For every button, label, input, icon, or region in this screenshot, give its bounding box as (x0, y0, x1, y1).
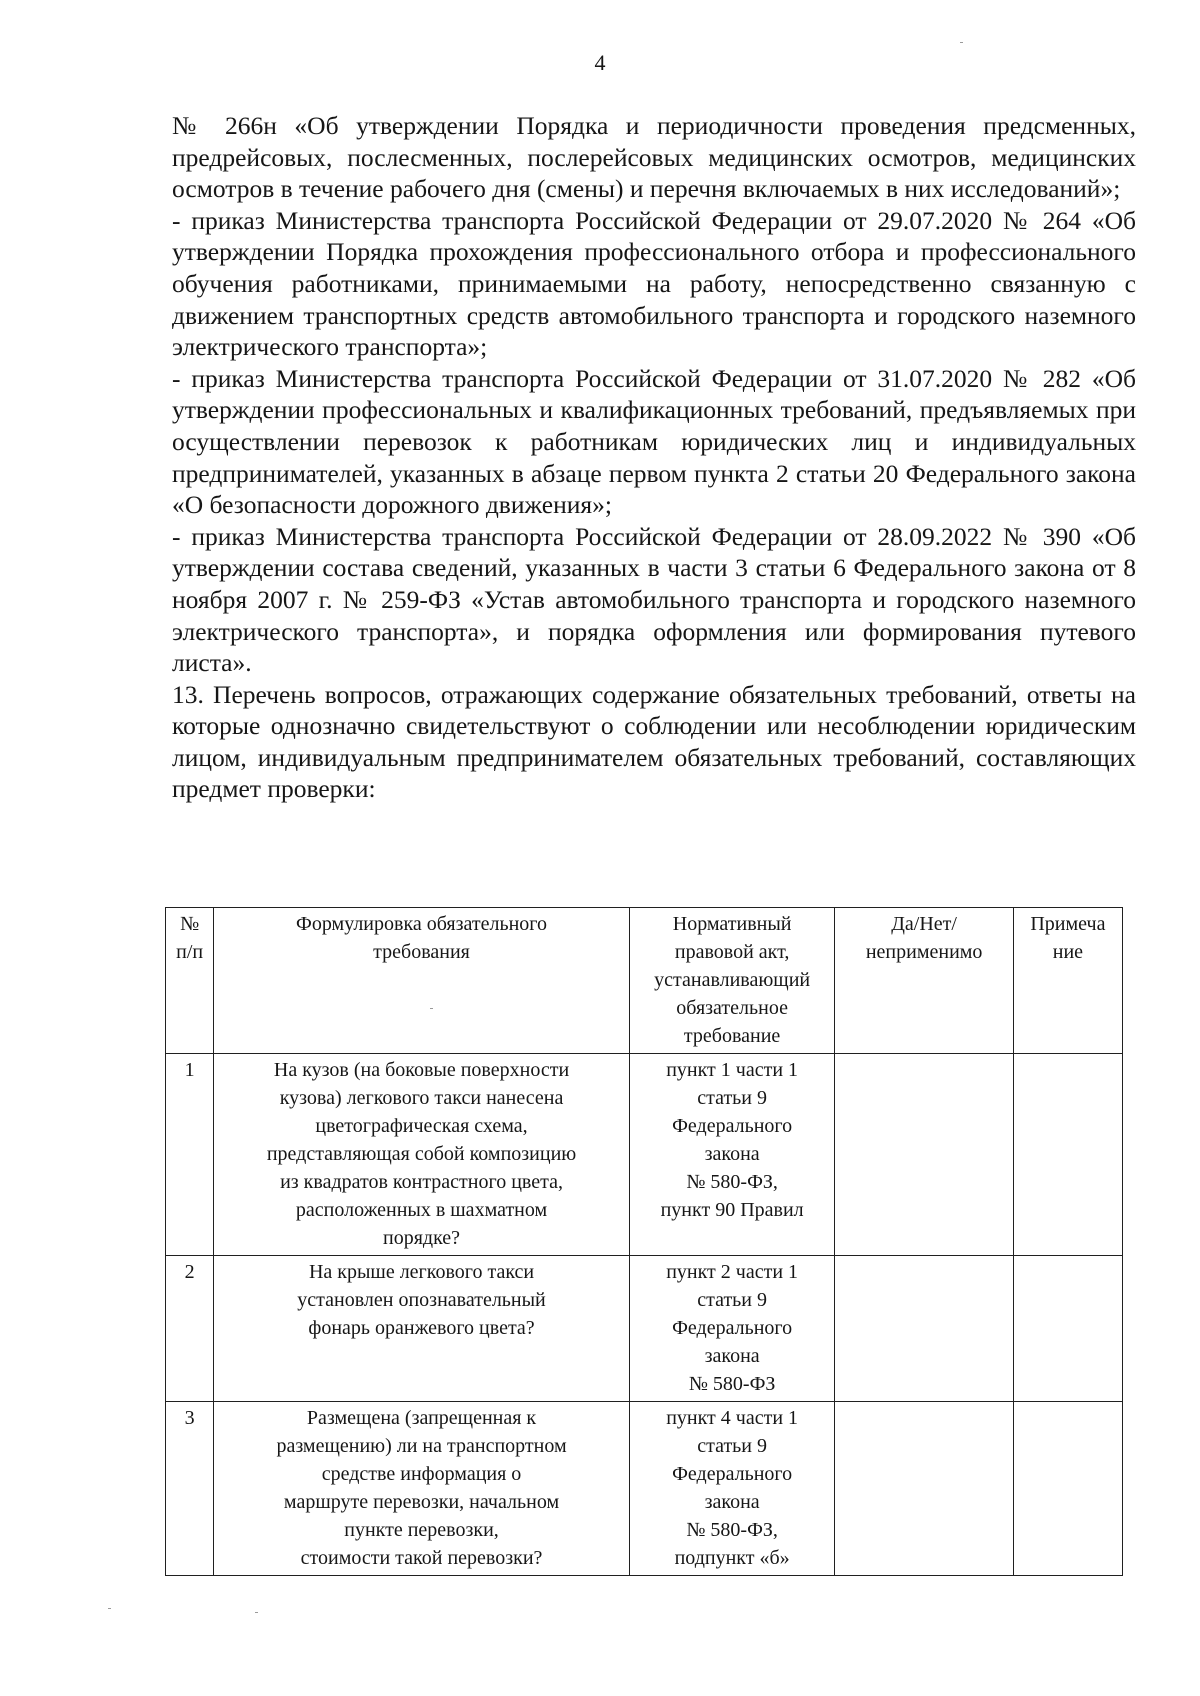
paragraph-order-282: - приказ Министерства транспорта Российской Федерации от 31.07.2020 № 282 «Об утверждении профессиональных и квалификационных требований, предъявляемых при осуществлении перевозок к работникам юридических лиц и индивидуальных предпринимателей, указанных в абзаце первом пункта 2 статьи 20 Федерального закона «О безопасности дорожного движения»; (172, 363, 1136, 520)
scan-speck (255, 1612, 258, 1613)
header-answer-line: неприменимо (865, 941, 983, 963)
requirement-line: представляющая собой композицию (266, 1143, 577, 1165)
legal-act-line: № 580-ФЗ, (686, 1171, 778, 1193)
header-legal-act-line: Нормативный (672, 913, 792, 935)
row-requirement-cell (214, 1054, 630, 1256)
legal-act-line: Федерального (672, 1463, 793, 1485)
header-legal-act (629, 908, 835, 1054)
row-legal-act-cell (629, 1054, 835, 1256)
requirement-line: цветографическая схема, (315, 1115, 528, 1137)
row-answer-cell (835, 1256, 1013, 1402)
scan-speck (960, 42, 963, 43)
header-requirement-line: Формулировка обязательного (296, 913, 548, 935)
header-answer (835, 908, 1013, 1054)
legal-act-line: пункт 4 части 1 (666, 1407, 799, 1429)
header-legal-act-line: требование (683, 1025, 781, 1047)
requirement-line: фонарь оранжевого цвета? (308, 1317, 535, 1339)
row-requirement-cell (214, 1402, 630, 1576)
scan-speck (430, 1008, 433, 1009)
header-note-line: Примеча (1030, 913, 1106, 935)
header-note (1013, 908, 1122, 1054)
legal-act-line: Федерального (672, 1317, 793, 1339)
requirement-line: из квадратов контрастного цвета, (280, 1171, 563, 1193)
requirement-line: средстве информация о (321, 1463, 522, 1485)
row-number-cell: 3 (166, 1402, 214, 1576)
row-requirement-cell (214, 1256, 630, 1402)
page-number: 4 (594, 50, 606, 75)
requirement-line: кузова) легкового такси нанесена (279, 1087, 564, 1109)
requirement-line: На крыше легкового такси (308, 1261, 535, 1283)
scan-speck (108, 1608, 111, 1609)
paragraph-section-13: 13. Перечень вопросов, отражающих содержание обязательных требований, ответы на которые однозначно свидетельствуют о соблюдении или несоблюдении юридическим лицом, индивидуальным предпринимателем обязательных требований, составляющих предмет проверки: (172, 679, 1136, 804)
row-answer-cell (835, 1402, 1013, 1576)
legal-act-line: пункт 90 Правил (660, 1199, 804, 1221)
header-answer-line: Да/Нет/ (891, 913, 957, 935)
row-note-cell (1013, 1054, 1122, 1256)
header-legal-act-line: устанавливающий (654, 969, 811, 991)
legal-act-line: пункт 2 части 1 (666, 1261, 799, 1283)
row-note-cell (1013, 1402, 1122, 1576)
body-text (172, 110, 1136, 805)
header-number (166, 908, 214, 1054)
requirement-line: стоимости такой перевозки? (300, 1547, 543, 1569)
legal-act-line: Федерального (672, 1115, 793, 1137)
requirement-line: расположенных в шахматном (295, 1199, 548, 1221)
table-header-row (166, 908, 1123, 1054)
requirement-line: размещению) ли на транспортном (276, 1435, 567, 1457)
row-legal-act-cell (629, 1402, 835, 1576)
requirement-line: Размещена (запрещенная к (306, 1407, 537, 1429)
header-legal-act-line: правовой акт, (674, 941, 790, 963)
header-requirement-line: требования (373, 941, 470, 963)
requirement-line: На кузов (на боковые поверхности (273, 1059, 570, 1081)
paragraph-order-266n: № 266н «Об утверждении Порядка и периодичности проведения предсменных, предрейсовых, послесменных, послерейсовых медицинских осмотров, медицинских осмотров в течение рабочего дня (смены) и перечня включаемых в них исследований»; (172, 111, 1136, 204)
header-legal-act-line: обязательное (676, 997, 788, 1019)
row-legal-act-cell (629, 1256, 835, 1402)
row-number-cell: 1 (166, 1054, 214, 1256)
legal-act-line: № 580-ФЗ, (686, 1519, 778, 1541)
paragraph-order-390: - приказ Министерства транспорта Российской Федерации от 28.09.2022 № 390 «Об утверждении состава сведений, указанных в части 3 статьи 6 Федерального закона от 8 ноября 2007 г. № 259-ФЗ «Устав автомобильного транспорта и городского наземного электрического транспорта», и порядка оформления или формирования путевого листа». (172, 521, 1136, 678)
paragraph-order-264: - приказ Министерства транспорта Российской Федерации от 29.07.2020 № 264 «Об утверждении Порядка прохождения профессионального отбора и профессионального обучения работниками, принимаемыми на работу, непосредственно связанную с движением транспортных средств автомобильного транспорта и городского наземного электрического транспорта»; (172, 205, 1136, 362)
requirement-line: установлен опознавательный (297, 1289, 546, 1311)
header-number-line: № (180, 913, 200, 935)
header-note-line: ние (1052, 941, 1084, 963)
legal-act-line: закона (704, 1491, 760, 1513)
table-row (166, 1402, 1123, 1576)
legal-act-line: статьи 9 (697, 1435, 768, 1457)
requirement-line: маршруте перевозки, начальном (283, 1491, 560, 1513)
legal-act-line: статьи 9 (697, 1087, 768, 1109)
header-number-line: п/п (176, 941, 204, 963)
row-note-cell (1013, 1256, 1122, 1402)
requirements-table-wrapper (165, 907, 1123, 1576)
legal-act-line: подпункт «б» (674, 1547, 790, 1569)
legal-act-line: статьи 9 (697, 1289, 768, 1311)
row-answer-cell (835, 1054, 1013, 1256)
table-row (166, 1256, 1123, 1402)
legal-act-line: закона (704, 1345, 760, 1367)
row-number-cell: 2 (166, 1256, 214, 1402)
requirement-line: пункте перевозки, (344, 1519, 499, 1541)
legal-act-line: закона (704, 1143, 760, 1165)
requirement-line: порядке? (383, 1227, 461, 1249)
header-requirement (214, 908, 630, 1054)
legal-act-line: № 580-ФЗ (688, 1373, 776, 1395)
requirements-table (165, 907, 1123, 1576)
table-row (166, 1054, 1123, 1256)
legal-act-line: пункт 1 части 1 (666, 1059, 799, 1081)
